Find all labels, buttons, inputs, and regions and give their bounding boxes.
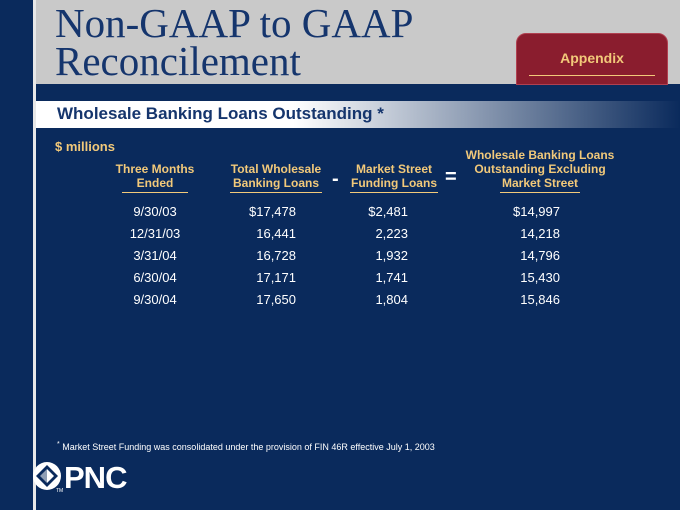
header-col1-line2: Ended xyxy=(136,176,174,190)
row-2-market-street: 2,223 xyxy=(375,226,408,241)
row-2-excluding: 14,218 xyxy=(520,226,560,241)
minus-operator: - xyxy=(332,168,339,190)
header-col3-line1: Market Street xyxy=(355,162,433,176)
row-2-total: 16,441 xyxy=(256,226,296,241)
footnote-text: Market Street Funding was consolidated under the provision of FIN 46R effective July 1, 2003 xyxy=(62,442,435,452)
header-col4-line2: Outstanding Excluding xyxy=(474,162,606,176)
row-5-period: 9/30/04 xyxy=(133,292,177,307)
header-col2-underline xyxy=(230,192,322,193)
footnote xyxy=(57,441,435,452)
header-col3-underline xyxy=(350,192,438,193)
header-total-wholesale xyxy=(222,162,330,193)
row-5-market-street: 1,804 xyxy=(375,292,408,307)
header-col2-line1: Total Wholesale xyxy=(230,162,322,176)
equals-operator: = xyxy=(445,166,457,188)
row-4-excluding: 15,430 xyxy=(520,270,560,285)
header-market-street xyxy=(344,162,444,193)
appendix-underline xyxy=(529,75,655,76)
logo-wordmark: PNC xyxy=(64,460,127,495)
row-1-total: $17,478 xyxy=(249,204,296,219)
footnote-marker: * xyxy=(57,441,60,448)
header-col2-line2: Banking Loans xyxy=(232,176,319,190)
row-4-total: 17,171 xyxy=(256,270,296,285)
appendix-tab xyxy=(516,33,668,85)
row-5-total: 17,650 xyxy=(256,292,296,307)
row-2-period: 12/31/03 xyxy=(129,226,181,241)
row-3-market-street: 1,932 xyxy=(375,248,408,263)
row-3-total: 16,728 xyxy=(256,248,296,263)
title-line-1: Non-GAAP to GAAP xyxy=(55,0,414,46)
header-col4-underline xyxy=(500,192,580,193)
header-col4-line1: Wholesale Banking Loans xyxy=(465,148,615,162)
row-4-market-street: 1,741 xyxy=(375,270,408,285)
row-3-period: 3/31/04 xyxy=(133,248,177,263)
row-4-period: 6/30/04 xyxy=(133,270,177,285)
units-label: $ millions xyxy=(55,139,115,154)
row-5-excluding: 15,846 xyxy=(520,292,560,307)
row-1-market-street: $2,481 xyxy=(368,204,408,219)
row-1-period: 9/30/03 xyxy=(133,204,177,219)
section-subtitle: Wholesale Banking Loans Outstanding * xyxy=(57,104,384,123)
pnc-logo-text xyxy=(64,460,126,496)
title-line-2: Reconcilement xyxy=(55,38,301,84)
page-title xyxy=(55,0,414,84)
header-col3-line2: Funding Loans xyxy=(351,176,437,190)
logo-trademark: TM xyxy=(56,488,64,494)
appendix-label: Appendix xyxy=(560,50,624,66)
pnc-logo-icon xyxy=(32,461,62,491)
header-three-months xyxy=(108,162,202,193)
left-bar xyxy=(0,0,36,510)
header-wholesale-excluding xyxy=(458,148,622,193)
header-col1-line1: Three Months xyxy=(115,162,195,176)
header-col4-line3: Market Street xyxy=(501,176,579,190)
header-col1-underline xyxy=(122,192,188,193)
row-1-excluding: $14,997 xyxy=(513,204,560,219)
row-3-excluding: 14,796 xyxy=(520,248,560,263)
